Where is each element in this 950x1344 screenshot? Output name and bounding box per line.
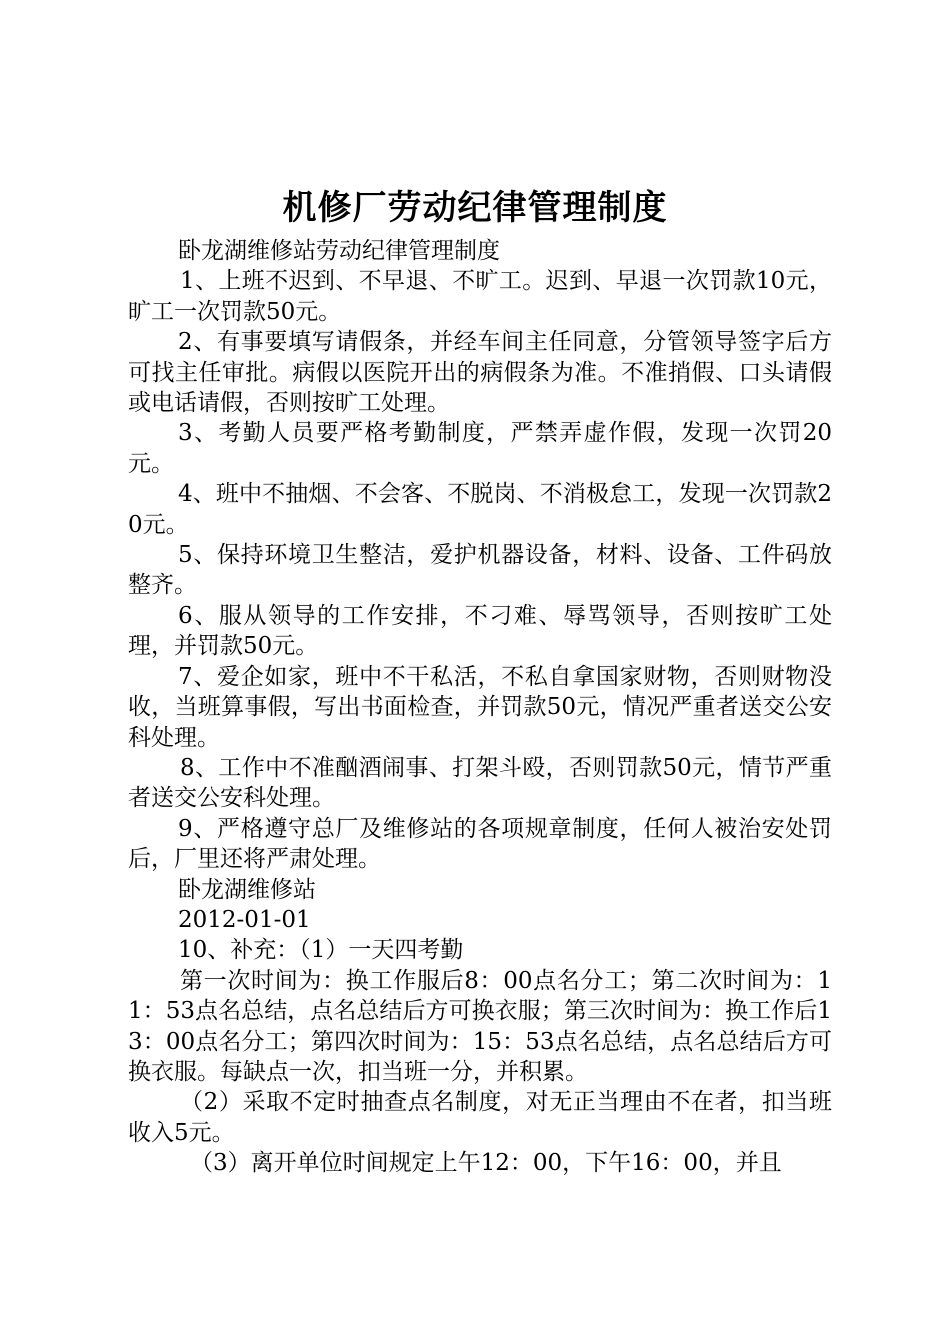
supplement-3-paragraph: （3）离开单位时间规定上午12：00，下午16：00，并且 — [190, 1150, 782, 1177]
rule-4-paragraph: 4、班中不抽烟、不会客、不脱岗、不消极怠工，发现一次罚款20元。 — [128, 481, 832, 538]
supplement-1-paragraph: 第一次时间为：换工作服后8：00点名分工；第二次时间为：11：53点名总结，点名总结后方可换衣服；第三次时间为：换工作后13：00点名分工；第四次时间为：15：53点名总结，点名总结后方可换衣服。每缺点一次，扣当班一分，并积累。 — [128, 967, 832, 1085]
rule-7-paragraph: 7、爱企如家，班中不干私活，不私自拿国家财物，否则财物没收，当班算事假，写出书面检查，并罚款50元，情况严重者送交公安科处理。 — [128, 663, 832, 751]
rule-9-paragraph: 9、严格遵守总厂及维修站的各项规章制度，任何人被治安处罚后，厂里还将严肃处理。 — [128, 815, 832, 873]
rule-3-paragraph: 3、考勤人员要严格考勤制度，严禁弄虚作假，发现一次罚20元。 — [128, 420, 832, 477]
rule-6-paragraph: 6、服从领导的工作安排，不刁难、辱骂领导，否则按旷工处理，并罚款50元。 — [128, 602, 832, 660]
document-body — [128, 236, 832, 1179]
supplement-heading: 10、补充：（1）一天四考勤 — [178, 937, 464, 964]
signature-org: 卧龙湖维修站 — [178, 876, 316, 903]
subtitle-paragraph: 卧龙湖维修站劳动纪律管理制度 — [178, 238, 500, 264]
rule-8-paragraph: 8、工作中不准酗酒闹事、打架斗殴，否则罚款50元，情节严重者送交公安科处理。 — [128, 754, 832, 812]
rule-5-paragraph: 5、保持环境卫生整洁，爱护机器设备，材料、设备、工件码放整齐。 — [128, 542, 832, 599]
signature-date: 2012-01-01 — [178, 906, 311, 933]
rule-1-paragraph: 1、上班不迟到、不早退、不旷工。迟到、早退一次罚款10元，旷工一次罚款50元。 — [128, 268, 832, 325]
supplement-2-paragraph: （2）采取不定时抽查点名制度，对无正当理由不在者，扣当班收入5元。 — [128, 1089, 832, 1146]
rule-2-paragraph: 2、有事要填写请假条，并经车间主任同意，分管领导签字后方可找主任审批。病假以医院开出的病假条为准。不准捎假、口头请假或电话请假，否则按旷工处理。 — [128, 329, 832, 417]
document-title: 机修厂劳动纪律管理制度 — [282, 188, 668, 228]
